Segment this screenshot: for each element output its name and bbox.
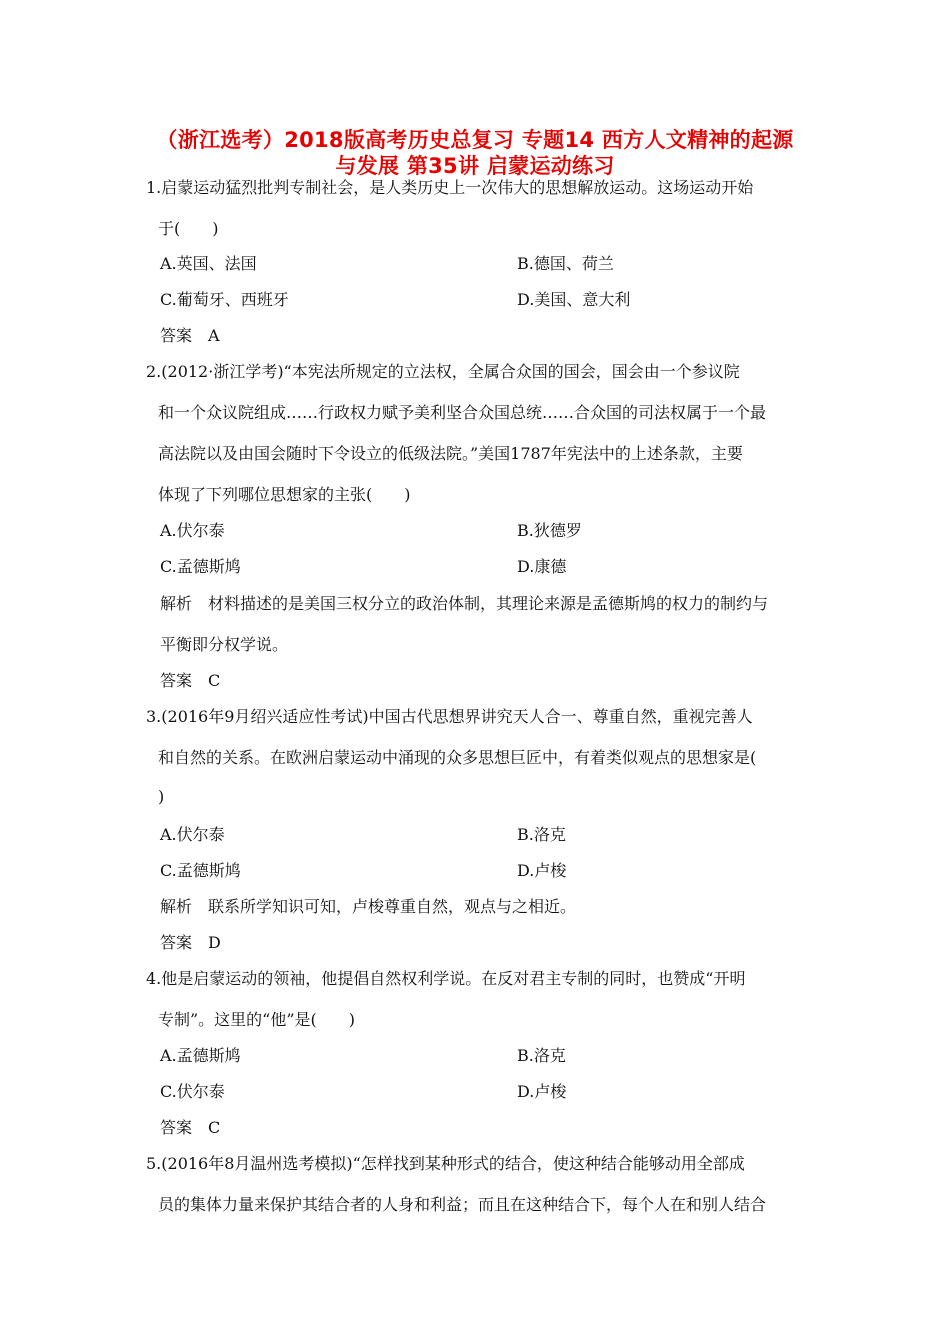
q3-option-a: A.伏尔泰 bbox=[160, 825, 225, 844]
answer-value: C bbox=[208, 671, 221, 690]
answer-label: 答案 bbox=[160, 326, 193, 345]
q2-stem-line4: 体现了下列哪位思想家的主张( ) bbox=[158, 485, 411, 504]
q2-stem-line1: 2.(2012·浙江学考)“本宪法所规定的立法权，全属合众国的国会，国会由一个参议院 bbox=[146, 362, 740, 381]
q4-option-a: A.孟德斯鸠 bbox=[160, 1046, 241, 1065]
analysis-text: 联系所学知识可知，卢梭尊重自然，观点与之相近。 bbox=[208, 897, 577, 916]
q2-analysis-line2: 平衡即分权学说。 bbox=[160, 635, 289, 654]
q1-option-d: D.美国、意大利 bbox=[517, 290, 631, 309]
answer-label: 答案 bbox=[160, 671, 193, 690]
q2-answer bbox=[160, 671, 220, 691]
analysis-label: 解析 bbox=[160, 897, 193, 916]
analysis-label: 解析 bbox=[160, 594, 193, 613]
q2-stem-line3: 高法院以及由国会随时下令设立的低级法院。”美国1787年宪法中的上述条款，主要 bbox=[158, 444, 743, 463]
analysis-text: 材料描述的是美国三权分立的政治体制，其理论来源是孟德斯鸠的权力的制约与 bbox=[208, 594, 769, 613]
answer-value: C bbox=[208, 1118, 221, 1137]
q3-answer bbox=[160, 933, 221, 953]
q3-stem-line3: ) bbox=[158, 787, 165, 806]
document-title-line2: 与发展 第35讲 启蒙运动练习 bbox=[335, 154, 615, 178]
q3-stem-line2: 和自然的关系。在欧洲启蒙运动中涌现的众多思想巨匠中，有着类似观点的思想家是( bbox=[158, 748, 757, 767]
q1-option-c: C.葡萄牙、西班牙 bbox=[160, 290, 289, 309]
q2-analysis-line1 bbox=[160, 594, 768, 614]
q2-option-a: A.伏尔泰 bbox=[160, 521, 225, 540]
q4-option-d: D.卢梭 bbox=[517, 1082, 567, 1101]
q4-stem-line1: 4.他是启蒙运动的领袖，他提倡自然权利学说。在反对君主专制的同时，也赞成“开明 bbox=[146, 969, 746, 988]
q4-answer bbox=[160, 1118, 220, 1138]
q4-stem-line2: 专制”。这里的“他”是( ) bbox=[158, 1010, 356, 1029]
answer-value: A bbox=[208, 326, 220, 345]
q4-option-c: C.伏尔泰 bbox=[160, 1082, 225, 1101]
q2-option-b: B.狄德罗 bbox=[517, 521, 582, 540]
answer-label: 答案 bbox=[160, 1118, 193, 1137]
q5-stem-line1: 5.(2016年8月温州选考模拟)“怎样找到某种形式的结合，使这种结合能够动用全部成 bbox=[146, 1154, 745, 1173]
q2-stem-line2: 和一个众议院组成……行政权力赋予美利坚合众国总统……合众国的司法权属于一个最 bbox=[158, 403, 767, 422]
q3-option-b: B.洛克 bbox=[517, 825, 566, 844]
q3-option-d: D.卢梭 bbox=[517, 861, 567, 880]
q1-option-b: B.德国、荷兰 bbox=[517, 254, 614, 273]
q2-option-c: C.孟德斯鸠 bbox=[160, 557, 241, 576]
q1-stem-line2: 于( ) bbox=[158, 219, 219, 238]
answer-label: 答案 bbox=[160, 933, 193, 952]
answer-value: D bbox=[208, 933, 221, 952]
q5-stem-line2: 员的集体力量来保护其结合者的人身和利益；而且在这种结合下，每个人在和别人结合 bbox=[158, 1195, 767, 1214]
document-title-line1: （浙江选考）2018版高考历史总复习 专题14 西方人文精神的起源 bbox=[156, 128, 794, 152]
q3-analysis-line1 bbox=[160, 897, 576, 917]
q3-option-c: C.孟德斯鸠 bbox=[160, 861, 241, 880]
q1-answer bbox=[160, 326, 220, 346]
q1-stem-line1: 1.启蒙运动猛烈批判专制社会，是人类历史上一次伟大的思想解放运动。这场运动开始 bbox=[146, 178, 754, 197]
q3-stem-line1: 3.(2016年9月绍兴适应性考试)中国古代思想界讲究天人合一、尊重自然，重视完善人 bbox=[146, 707, 753, 726]
q2-option-d: D.康德 bbox=[517, 557, 567, 576]
q1-option-a: A.英国、法国 bbox=[160, 254, 257, 273]
q4-option-b: B.洛克 bbox=[517, 1046, 566, 1065]
